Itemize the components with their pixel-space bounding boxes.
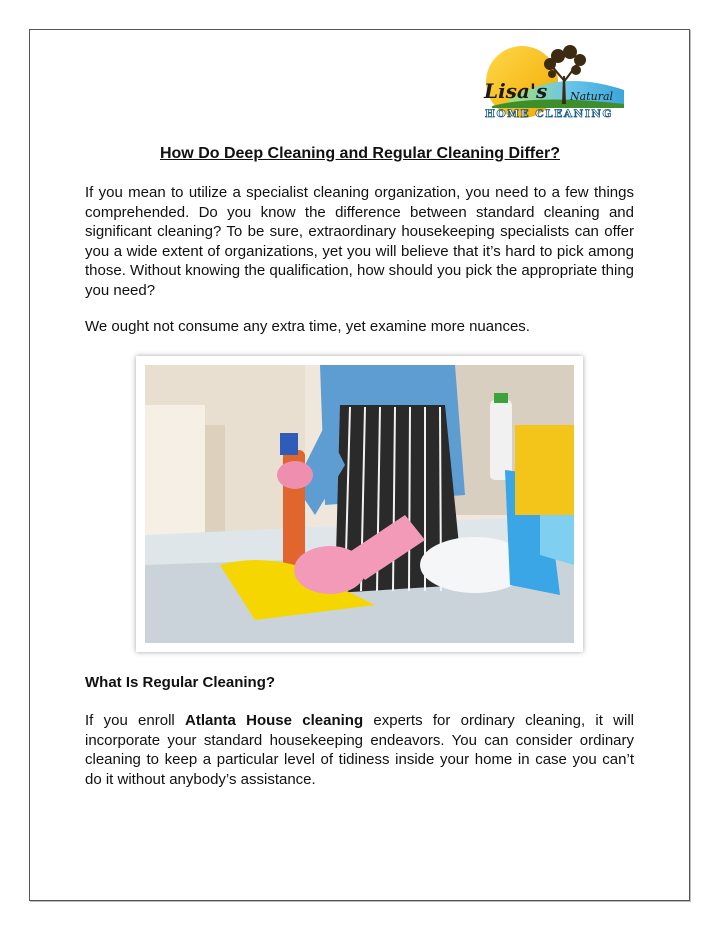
cleaning-photo-illustration bbox=[145, 365, 574, 643]
logo-name-script: Lisa's bbox=[484, 79, 548, 103]
logo-name-natural: Natural bbox=[570, 90, 614, 103]
section-paragraph-rest: experts for ordinary cleaning, it will incorporate your standard housekeeping endeavors. You can consider ordinary cleaning to keep a particular level of tidiness inside your home in case you can’t do it without anybody’s assistance. bbox=[85, 712, 634, 788]
section-paragraph-lead: If you enroll bbox=[85, 712, 186, 729]
logo-tagline: HOME CLEANING bbox=[485, 108, 614, 120]
section-heading: What Is Regular Cleaning? bbox=[85, 674, 276, 691]
article-title: How Do Deep Cleaning and Regular Cleaning Differ? bbox=[159, 145, 561, 162]
company-logo bbox=[478, 42, 628, 122]
transition-paragraph: We ought not consume any extra time, yet examine more nuances. bbox=[85, 318, 530, 335]
atlanta-house-cleaning-emphasis: Atlanta House cleaning bbox=[185, 712, 364, 729]
cleaning-photo bbox=[136, 356, 583, 652]
intro-paragraph: If you mean to utilize a specialist cleaning organization, you need to a few things comprehended. Do you know the difference between standard cleaning and significant cleaning? To be sure, extraordinary housekeeping specialists can offer you a wide extent of organizations, yet you will believe that it’s hard to pick among those. Without knowing the qualification, how should you pick the appropriate thing you need? bbox=[85, 184, 634, 299]
logo-graphic bbox=[478, 42, 628, 122]
section-paragraph bbox=[85, 711, 634, 789]
